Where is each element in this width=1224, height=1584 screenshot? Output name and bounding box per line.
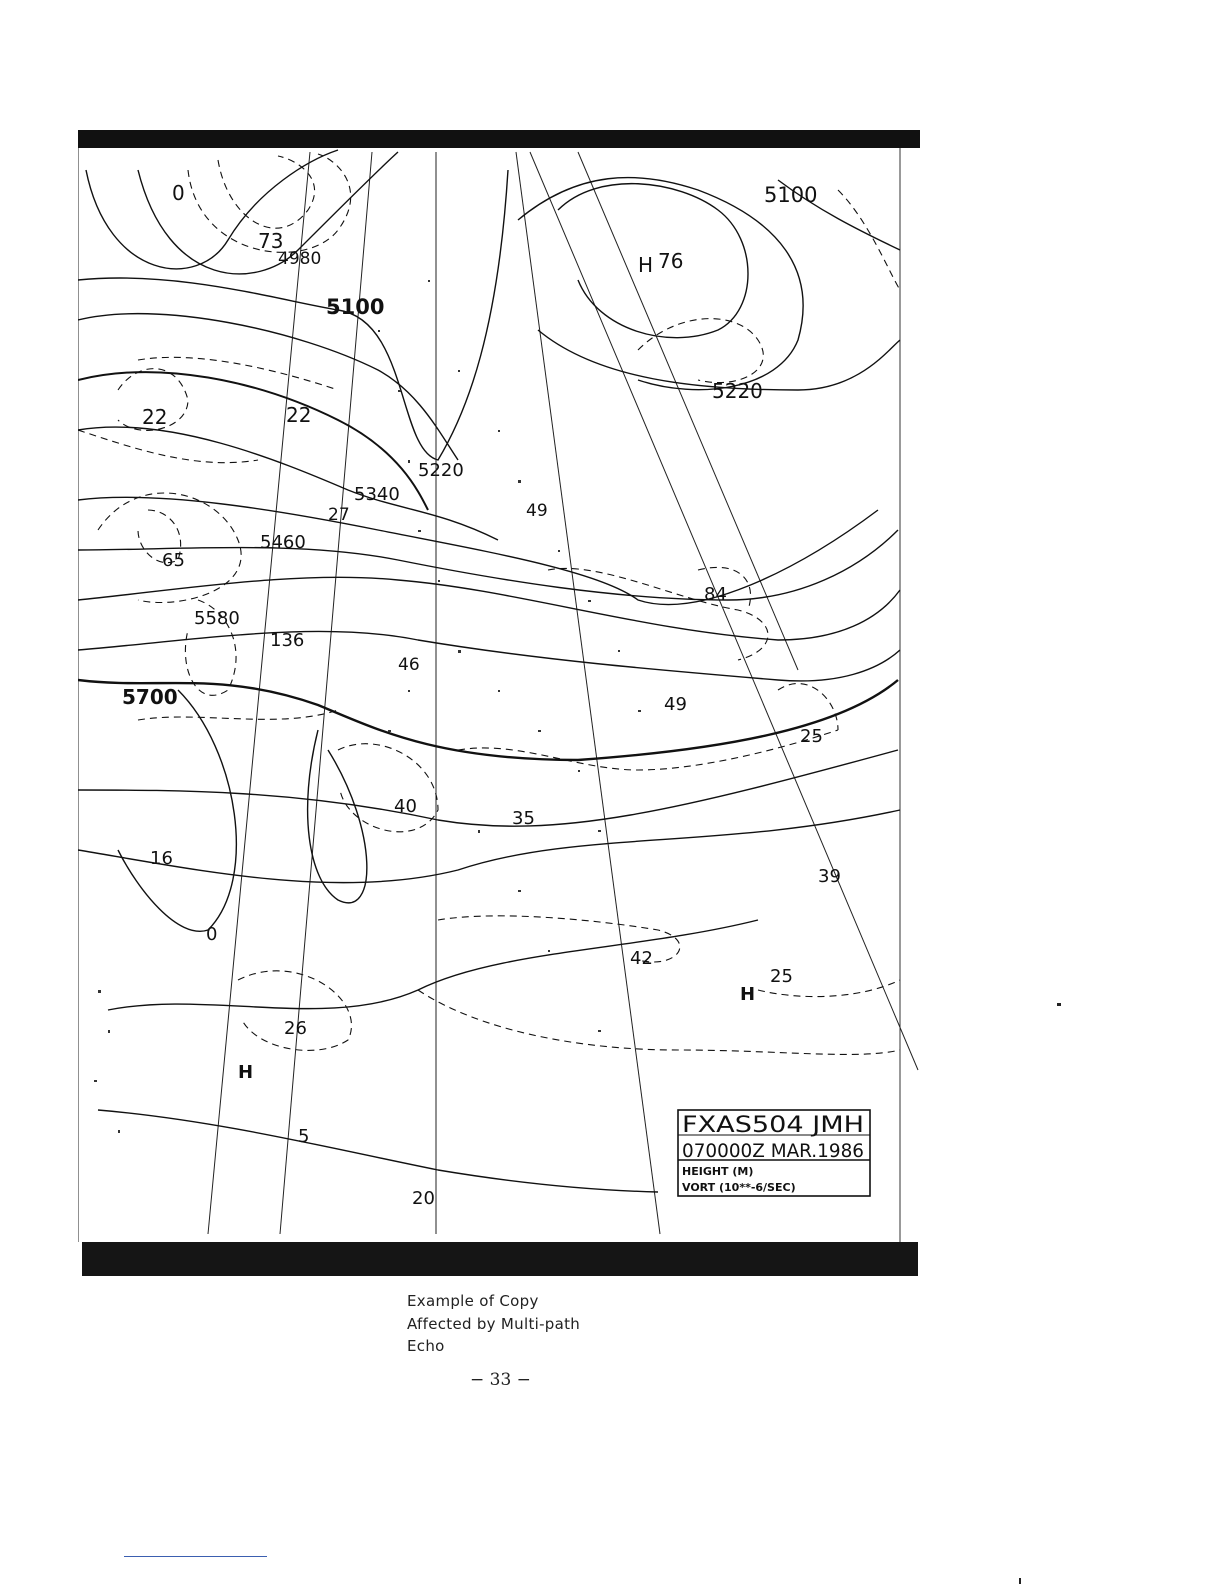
contour-label: 22	[142, 405, 168, 429]
info-box-product: FXAS504 JMH	[682, 1113, 864, 1138]
grid-lines	[208, 152, 918, 1234]
contour-label: 76	[658, 249, 684, 273]
contour-label: 46	[398, 655, 420, 675]
contour-label: 35	[512, 808, 535, 829]
top-border-bar	[78, 130, 920, 148]
contour-label: 25	[770, 966, 793, 987]
contour-label: 25	[800, 726, 823, 747]
contour-label: 5100	[764, 183, 818, 207]
info-box-datetime: 070000Z MAR.1986	[682, 1140, 864, 1162]
figure-caption	[407, 1290, 580, 1358]
scan-speck	[1057, 1003, 1061, 1006]
contour-label: 42	[630, 948, 653, 969]
caption-line: Example of Copy	[407, 1292, 539, 1310]
contour-label: 5220	[418, 460, 464, 481]
contour-label: 5340	[354, 484, 400, 505]
contour-label: 5460	[260, 532, 306, 553]
contour-label: 84	[704, 584, 727, 605]
contour-label: 5	[298, 1126, 310, 1147]
contour-label: 5220	[712, 379, 763, 403]
high-marker: H	[238, 1062, 254, 1083]
contour-label: 20	[412, 1188, 435, 1209]
contour-label: 49	[664, 694, 687, 715]
footnote-divider	[124, 1556, 267, 1557]
contour-label: 136	[270, 630, 305, 651]
info-box-vorticity: VORT (10**-6/SEC)	[682, 1181, 796, 1194]
contour-label: 0	[172, 181, 185, 205]
vorticity-contours	[78, 154, 900, 1054]
contour-labels	[122, 181, 841, 1209]
contour-label: 73	[258, 229, 284, 253]
high-marker: H	[740, 984, 756, 1005]
scan-speck	[1019, 1578, 1021, 1584]
contour-label: 0	[206, 924, 218, 945]
info-box-height: HEIGHT (M)	[682, 1165, 754, 1178]
contour-label: 5700	[122, 685, 178, 709]
caption-line: Affected by Multi-path	[407, 1314, 581, 1333]
contour-label: 26	[284, 1018, 307, 1039]
contour-label: 40	[394, 796, 417, 817]
page-number: − 33 −	[470, 1370, 531, 1390]
contour-label: 5580	[194, 608, 240, 629]
contour-label: 22	[286, 403, 312, 427]
contour-label: 27	[328, 505, 350, 525]
contour-label: 5100	[326, 295, 385, 319]
contour-label: 49	[526, 501, 548, 521]
contour-label: 16	[150, 848, 173, 869]
bottom-border-bar	[82, 1242, 918, 1276]
height-contours	[78, 150, 900, 1192]
contour-label: 39	[818, 866, 841, 887]
caption-line: Echo	[407, 1337, 445, 1355]
chart-info-box	[678, 1110, 870, 1196]
high-marker: H	[638, 253, 654, 277]
contour-label: 4980	[278, 249, 322, 269]
contour-label: 65	[162, 550, 185, 571]
weather-chart	[78, 130, 920, 1278]
